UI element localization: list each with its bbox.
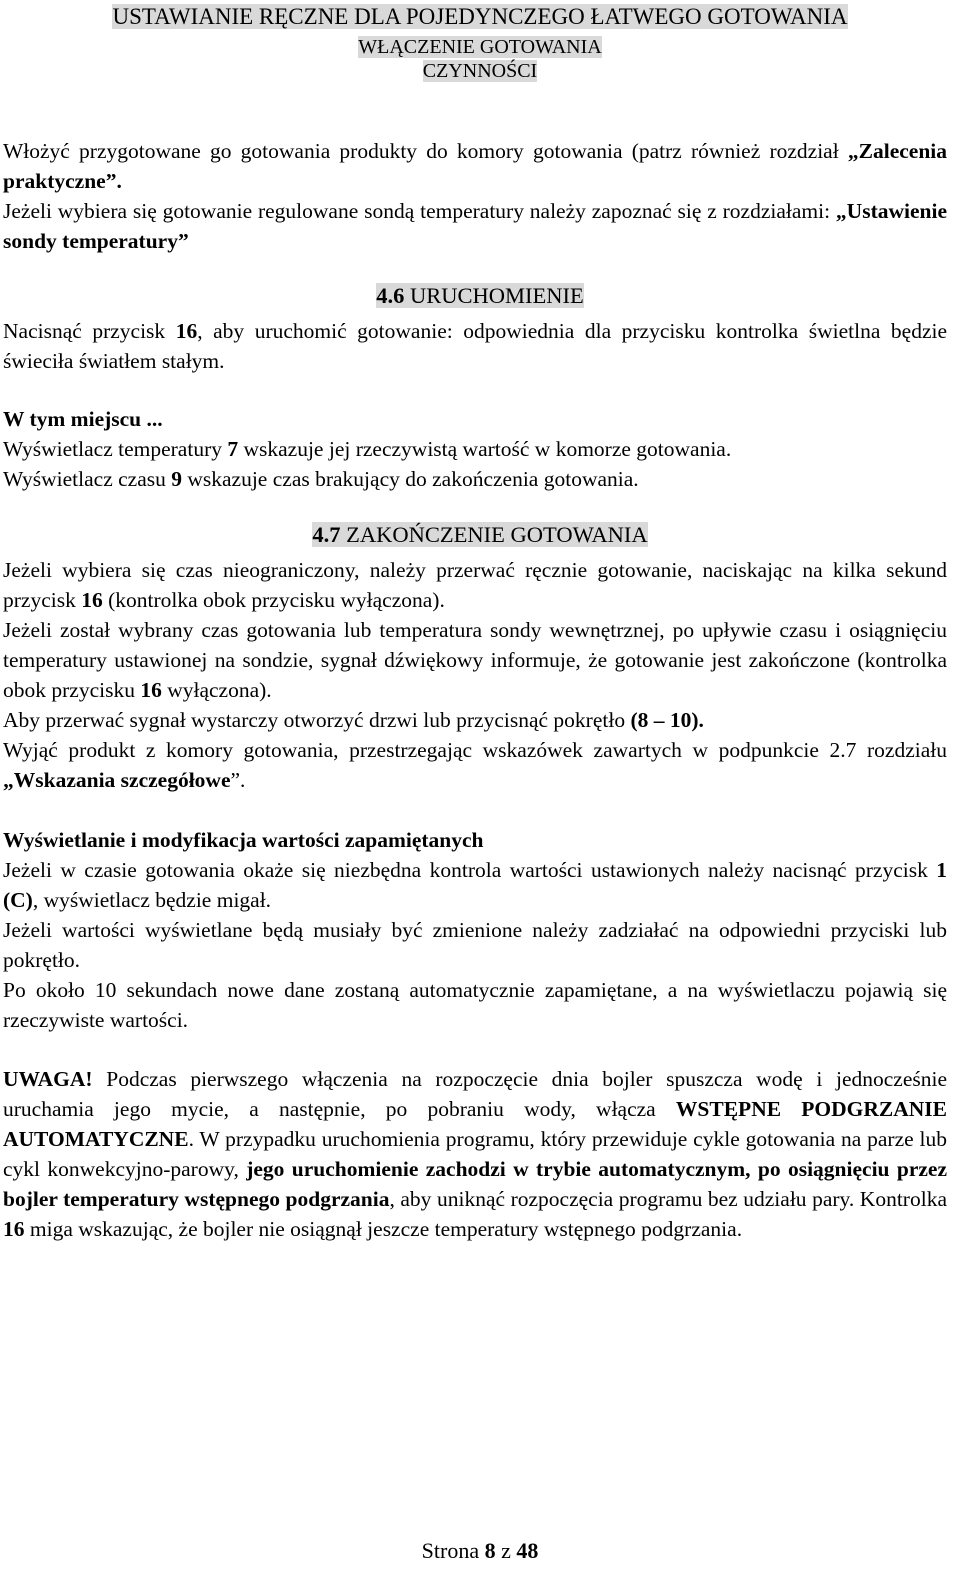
- section-4-7-paragraph-3: Aby przerwać sygnał wystarczy otworzyć drzwi lub przycisnąć pokrętło (8 – 10).: [3, 708, 704, 732]
- time-display-line: Wyświetlacz czasu 9 wskazuje czas brakujący do zakończenia gotowania.: [3, 467, 639, 491]
- page-footer: Strona 8 z 48: [421, 1538, 539, 1563]
- section-4-6-heading: 4.6 URUCHOMIENIE: [376, 283, 584, 308]
- section-4-7-paragraph-4: Wyjąć produkt z komory gotowania, przestrzegając wskazówek zawartych w podpunkcie 2.7 rozdziału „Wskazania szczegółowe”.: [3, 738, 947, 792]
- section-4-6-paragraph: Nacisnąć przycisk 16, aby uruchomić gotowanie: odpowiednia dla przycisku kontrolka świetlna będzie świeciła światłem stałym.: [3, 319, 948, 373]
- intro-paragraph-1: Włożyć przygotowane go gotowania produkty do komory gotowania (patrz również rozdział „Zalecenia praktyczne”.: [3, 139, 947, 193]
- section-4-7-heading: 4.7 ZAKOŃCZENIE GOTOWANIA: [312, 522, 648, 547]
- section-4-7-paragraph-1: Jeżeli wybiera się czas nieograniczony, należy przerwać ręcznie gotowanie, naciskając na kilka sekund przycisk 16 (kontrolka obok przycisku wyłączona).: [3, 558, 947, 612]
- section-4-6-subtitle: W tym miejscu ...: [3, 407, 163, 431]
- memory-paragraph-2: Jeżeli wartości wyświetlane będą musiały być zmienione należy zadziałać na odpowiedni przyciski lub pokrętło.: [3, 918, 947, 972]
- header-subtitle2: CZYNNOŚCI: [422, 60, 538, 82]
- header-subtitle: WŁĄCZENIE GOTOWANIA: [358, 36, 602, 58]
- memory-paragraph-3: Po około 10 sekundach nowe dane zostaną automatycznie zapamiętane, a na wyświetlaczu pojawią się rzeczywiste wartości.: [3, 978, 947, 1032]
- temperature-display-line: Wyświetlacz temperatury 7 wskazuje jej rzeczywistą wartość w komorze gotowania.: [3, 437, 732, 461]
- memory-paragraph-1: Jeżeli w czasie gotowania okaże się niezbędna kontrola wartości ustawionych należy nacisnąć przycisk 1 (C), wyświetlacz będzie migał.: [3, 858, 947, 912]
- warning-label: UWAGA!: [3, 1067, 93, 1091]
- section-4-7-paragraph-2: Jeżeli został wybrany czas gotowania lub temperatura sondy wewnętrznej, po upływie czasu i osiągnięciu temperatury ustawionej na sondzie, sygnał dźwiękowy informuje, że gotowanie jest zakończone (kontrolka obok przycisku 16 wyłączona).: [3, 618, 947, 702]
- warning-paragraph: UWAGA! Podczas pierwszego włączenia na rozpoczęcie dnia bojler spuszcza wodę i jednocześnie uruchamia jego mycie, a następnie, po pobraniu wody, włącza WSTĘPNE PODGRZANIE AUTOMATYCZNE. W przypadku uruchomienia programu, który przewiduje cykle gotowania na parze lub cykl konwekcyjno-parowy, jego uruchomienie zachodzi w trybie automatycznym, po osiągnięciu przez bojler temperatury wstępnego podgrzania, aby uniknąć rozpoczęcia programu bez udziału pary. Kontrolka 16 miga wskazując, że bojler nie osiągnął jeszcze temperatury wstępnego podgrzania.: [3, 1067, 947, 1241]
- header-title: USTAWIANIE RĘCZNE DLA POJEDYNCZEGO ŁATWEGO GOTOWANIA: [112, 4, 848, 29]
- intro-paragraph-2: Jeżeli wybiera się gotowanie regulowane sondą temperatury należy zapoznać się z rozdziałami: „Ustawienie sondy temperatury”: [3, 199, 947, 253]
- memory-section-title: Wyświetlanie i modyfikacja wartości zapamiętanych: [3, 828, 484, 852]
